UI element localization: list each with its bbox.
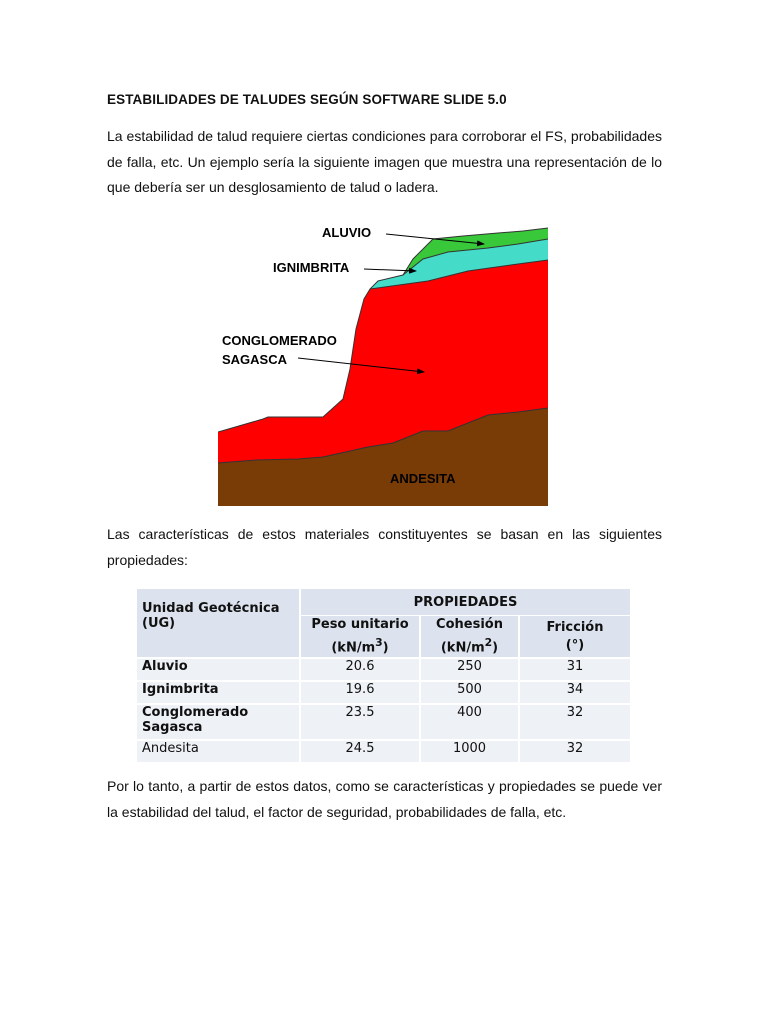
ug-header-line2: (UG) xyxy=(142,616,176,631)
row-name-conglomerado xyxy=(137,704,300,740)
cell-cohesion-andesita: 1000 xyxy=(420,740,519,762)
header-peso-line1: Peso unitario xyxy=(311,617,409,632)
cell-friccion-andesita: 32 xyxy=(519,740,630,762)
cell-cohesion-ignimbrita: 500 xyxy=(420,681,519,704)
slope-cross-section-figure xyxy=(218,219,548,506)
cell-peso-andesita: 24.5 xyxy=(300,740,420,762)
cell-peso-aluvio: 20.6 xyxy=(300,658,420,681)
cell-friccion-aluvio: 31 xyxy=(519,658,630,681)
header-peso xyxy=(300,616,420,659)
cell-friccion-ignimbrita: 34 xyxy=(519,681,630,704)
cell-friccion-conglomerado: 32 xyxy=(519,704,630,740)
header-peso-sup: 3 xyxy=(375,636,383,649)
properties-header: PROPIEDADES xyxy=(300,589,630,616)
document-title: ESTABILIDADES DE TALUDES SEGÚN SOFTWARE SLIDE 5.0 xyxy=(107,92,507,107)
header-cohesion-unit: (kN/m xyxy=(440,640,485,656)
label-andesita: ANDESITA xyxy=(390,471,456,486)
row-name-conglomerado-line1: Conglomerado xyxy=(142,705,249,721)
header-cohesion-close: ) xyxy=(492,640,499,656)
cell-cohesion-aluvio: 250 xyxy=(420,658,519,681)
row-name-aluvio: Aluvio xyxy=(137,658,300,681)
row-name-ignimbrita: Ignimbrita xyxy=(137,681,300,704)
intro-paragraph: La estabilidad de talud requiere ciertas condiciones para corroborar el FS, probabilidades de falla, etc. Un ejemplo sería la siguiente imagen que muestra una representación de lo que debería ser un desglosamiento de talud o ladera. xyxy=(107,128,662,195)
header-cohesion-line1: Cohesión xyxy=(436,617,503,632)
ug-header-line1: Unidad Geotécnica xyxy=(142,601,280,616)
conclusion-paragraph: Por lo tanto, a partir de estos datos, como se características y propiedades se puede ver la estabilidad del talud, el factor de seguridad, probabilidades de falla, etc. xyxy=(107,778,662,820)
header-friccion-line1: Fricción xyxy=(546,619,604,635)
label-conglomerado-line1: CONGLOMERADO xyxy=(222,333,337,348)
label-conglomerado-line2: SAGASCA xyxy=(222,352,288,367)
row-name-conglomerado-line2: Sagasca xyxy=(142,720,203,736)
header-friccion-unit: (°) xyxy=(565,637,585,653)
header-friccion xyxy=(519,616,630,659)
properties-table xyxy=(137,589,630,762)
header-peso-close: ) xyxy=(382,640,389,656)
cell-cohesion-conglomerado: 400 xyxy=(420,704,519,740)
label-ignimbrita: IGNIMBRITA xyxy=(273,260,350,275)
header-peso-unit: (kN/m xyxy=(331,640,376,656)
cell-peso-ignimbrita: 19.6 xyxy=(300,681,420,704)
cell-peso-conglomerado: 23.5 xyxy=(300,704,420,740)
materials-paragraph: Las características de estos materiales constituyentes se basan en las siguientes propiedades: xyxy=(107,526,662,568)
header-cohesion-sup: 2 xyxy=(484,636,493,649)
ug-header xyxy=(137,589,300,658)
header-cohesion xyxy=(420,616,519,659)
label-aluvio: ALUVIO xyxy=(322,225,372,240)
row-name-andesita: Andesita xyxy=(137,740,300,762)
